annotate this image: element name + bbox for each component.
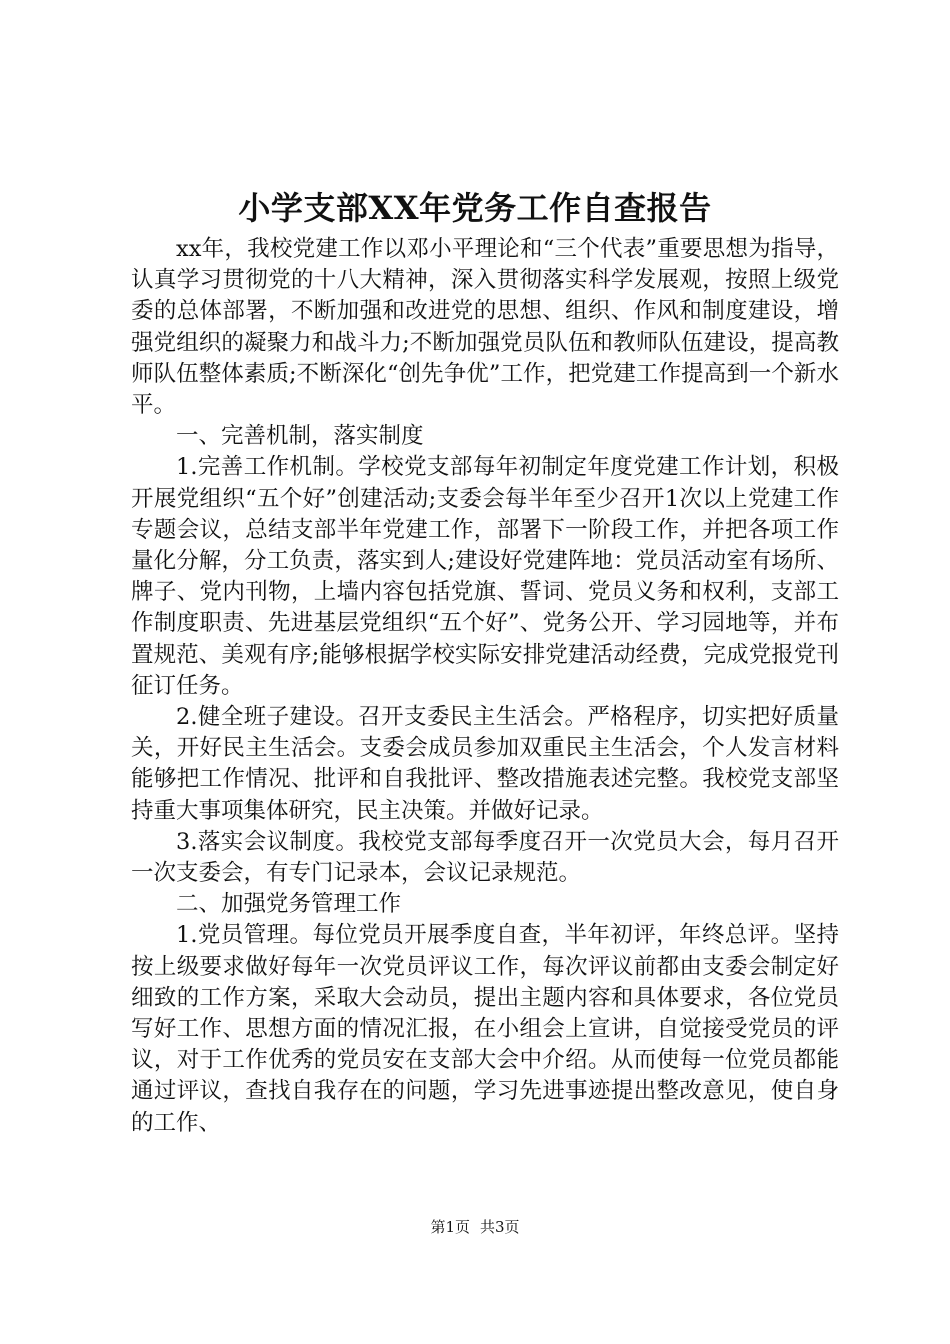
- page-footer: [0, 1217, 950, 1237]
- paragraph-meeting-system: 3.落实会议制度。我校党支部每季度召开一次党员大会，每月召开一次支委会，有专门记录本，会议记录规范。: [131, 828, 839, 887]
- paragraph-work-mechanism: 1.完善工作机制。学校党支部每年初制定年度党建工作计划，积极开展党组织“五个好”创建活动;支委会每半年至少召开1次以上党建工作专题会议，总结支部半年党建工作，部署下一阶段工作，并把各项工作量化分解，分工负责，落实到人;建设好党建阵地：党员活动室有场所、牌子、党内刊物，上墙内容包括党旗、誓词、党员义务和权利，支部工作制度职责、先进基层党组织“五个好”、党务公开、学习园地等，并布置规范、美观有序;能够根据学校实际安排党建活动经费，完成党报党刊征订任务。: [131, 454, 839, 699]
- document-title: 小学支部XX年党务工作自查报告: [238, 189, 712, 227]
- section-heading-2: 二、加强党务管理工作: [176, 891, 402, 918]
- page-number: 第1页: [430, 1218, 470, 1236]
- document-body: [131, 234, 839, 1139]
- page-total: 共3页: [480, 1218, 520, 1236]
- section-heading-1: 一、完善机制，落实制度: [176, 423, 424, 450]
- paragraph-member-management: 1.党员管理。每位党员开展季度自查，半年初评，年终总评。坚持按上级要求做好每年一次党员评议工作，每次评议前都由支委会制定好细致的工作方案，采取大会动员，提出主题内容和具体要求，各位党员写好工作、思想方面的情况汇报，在小组会上宣讲，自觉接受党员的评议，对于工作优秀的党员安在支部大会中介绍。从而使每一位党员都能通过评议，查找自我存在的问题，学习先进事迹提出整改意见，使自身的工作、: [131, 922, 839, 1136]
- paragraph-intro: xx年，我校党建工作以邓小平理论和“三个代表”重要思想为指导，认真学习贯彻党的十八大精神，深入贯彻落实科学发展观，按照上级党委的总体部署，不断加强和改进党的思想、组织、作风和制度建设，增强党组织的凝聚力和战斗力;不断加强党员队伍和教师队伍建设，提高教师队伍整体素质;不断深化“创先争优”工作，把党建工作提高到一个新水平。: [131, 236, 839, 419]
- paragraph-team-building: 2.健全班子建设。召开支委民主生活会。严格程序，切实把好质量关，开好民主生活会。支委会成员参加双重民主生活会，个人发言材料能够把工作情况、批评和自我批评、整改措施表述完整。我校党支部坚持重大事项集体研究，民主决策。并做好记录。: [131, 704, 839, 824]
